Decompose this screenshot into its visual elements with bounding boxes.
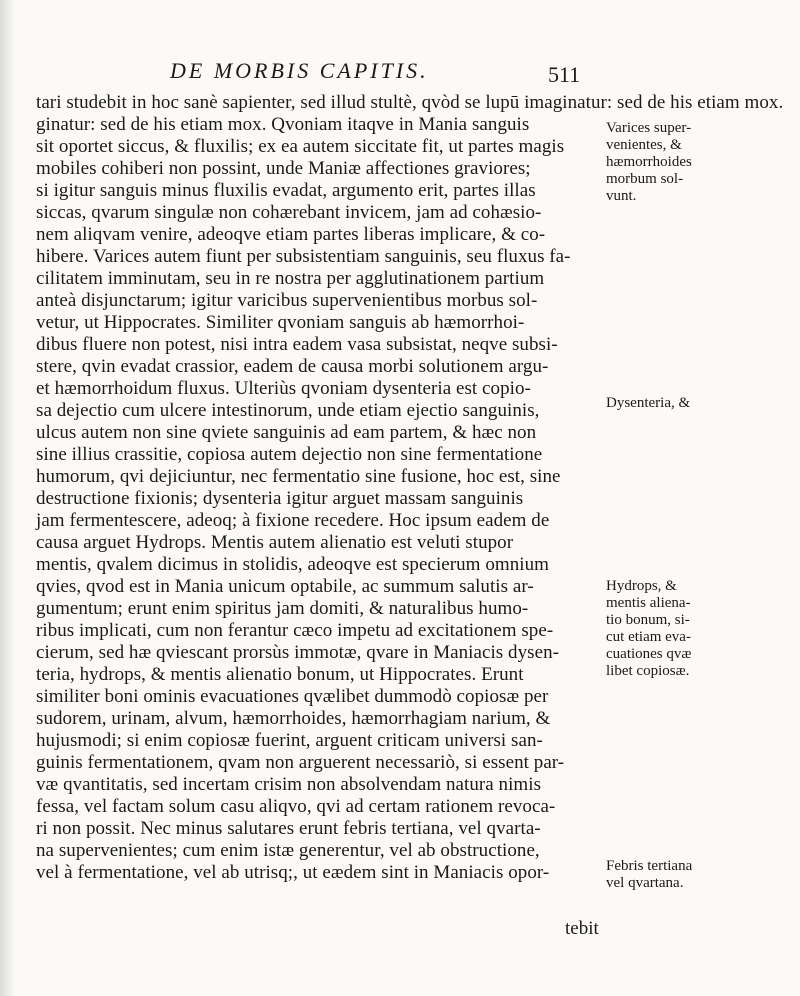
catchword: tebit [565,918,599,939]
text-line: sit oportet siccus, & fluxilis; ex ea autem siccitate fit, ut partes magis [36,136,565,157]
marginal-note-line: Hydrops, & [606,578,677,594]
text-line: hibere. Varices autem fiunt per subsistentiam sanguinis, seu fluxus fa- [36,246,571,267]
marginal-note-line: cut etiam eva- [606,629,691,645]
text-line: cierum, sed hæ qviescant prorsùs immotæ, qvare in Maniacis dysen- [36,642,560,663]
marginal-note-line: Febris tertiana [606,858,693,874]
text-line: qvies, qvod est in Mania unicum optabile, ac summum salutis ar- [36,576,534,597]
text-line: jam fermentescere, adeoq; à fixione recedere. Hoc ipsum eadem de [36,510,550,531]
text-line: gumentum; erunt enim spiritus jam domiti, & naturalibus humo- [36,598,529,619]
text-line: anteà disjunctarum; igitur varicibus supervenientibus morbus sol- [36,290,538,311]
page-number: 511 [548,62,581,87]
text-line: sine illius crassitie, copiosa autem dejectio non sine fermentatione [36,444,543,465]
marginal-note-line: Dysenteria, & [606,395,691,411]
text-line: sudorem, urinam, alvum, hæmorrhoides, hæmorrhagiam narium, & [36,708,551,729]
text-line: mobiles cohiberi non possint, unde Maniæ affectiones graviores; [36,158,531,179]
text-line: ulcus autem non sine qviete sanguinis ad eam partem, & hæc non [36,422,537,443]
marginal-note-line: Varices super- [606,120,692,136]
text-line: guinis fermentationem, qvam non arguerent necessariò, si essent par- [36,752,565,773]
marginal-note-line: venientes, & [606,137,682,153]
marginal-note-line: vel qvartana. [606,875,684,891]
marginal-note-line: mentis aliena- [606,595,691,611]
text-line: humorum, qvi dejiciuntur, nec fermentatio sine fusione, hoc est, sine [36,466,561,487]
text-line: na supervenientes; cum enim istæ generentur, vel ab obstructione, [36,840,540,861]
text-line: cilitatem imminutam, seu in re nostra per agglutinationem partium [36,268,545,289]
text-line: dibus fluere non potest, nisi intra eadem vasa subsistat, neqve subsi- [36,334,558,355]
marginal-note-line: libet copiosæ. [606,663,690,679]
text-line: nem aliqvam venire, adeoqve etiam partes liberas implicare, & co- [36,224,546,245]
text-line: tari studebit in hoc sanè sapienter, sed illud stultè, qvòd se lupū imaginatur: sed de his etiam mox. [36,92,784,113]
text-line: similiter boni ominis evacuationes qvælibet dummodò copiosæ per [36,686,549,707]
text-line: causa arguet Hydrops. Mentis autem alienatio est veluti stupor [36,532,514,553]
text-line: stere, qvin evadat crassior, eadem de causa morbi solutionem argu- [36,356,549,377]
text-line: mentis, qvalem dicimus in stolidis, adeoqve est specierum omnium [36,554,549,575]
text-line: ribus implicati, cum non ferantur cæco impetu ad excitationem spe- [36,620,554,641]
text-line: hujusmodi; si enim copiosæ fuerint, arguent criticam universi san- [36,730,543,751]
marginal-note-line: hæmorrhoides [606,154,692,170]
text-line: fessa, vel factam solum casu aliqvo, qvi ad certam rationem revoca- [36,796,556,817]
marginal-note-line: tio bonum, si- [606,612,690,628]
running-header: DE MORBIS CAPITIS. [170,58,429,83]
text-line: teria, hydrops, & mentis alienatio bonum, ut Hippocrates. Erunt [36,664,524,685]
text-line: ri non possit. Nec minus salutares erunt febris tertiana, vel qvarta- [36,818,541,839]
marginal-note-line: cuationes qvæ [606,646,692,662]
text-line: siccas, qvarum singulæ non cohærebant invicem, jam ad cohæsio- [36,202,542,223]
text-line: destructione fixionis; dysenteria igitur arguet massam sanguinis [36,488,524,509]
marginal-note-line: morbum sol- [606,171,684,187]
text-line: vel à fermentatione, vel ab utrisq;, ut eædem sint in Maniacis opor- [36,862,550,883]
text-line: vetur, ut Hippocrates. Similiter qvoniam sanguis ab hæmorrhoi- [36,312,525,333]
marginal-note-line: vunt. [606,188,637,204]
text-line: væ qvantitatis, sed incertam crisim non absolvendam natura nimis [36,774,542,795]
text-line: et hæmorrhoidum fluxus. Ulteriùs qvoniam dysenteria est copio- [36,378,531,399]
page-gutter-shadow [0,0,16,996]
text-line: si igitur sanguis minus fluxilis evadat, argumento erit, partes illas [36,180,536,201]
text-line: sa dejectio cum ulcere intestinorum, unde etiam ejectio sanguinis, [36,400,540,421]
text-line: ginatur: sed de his etiam mox. Qvoniam itaqve in Mania sanguis [36,114,530,135]
